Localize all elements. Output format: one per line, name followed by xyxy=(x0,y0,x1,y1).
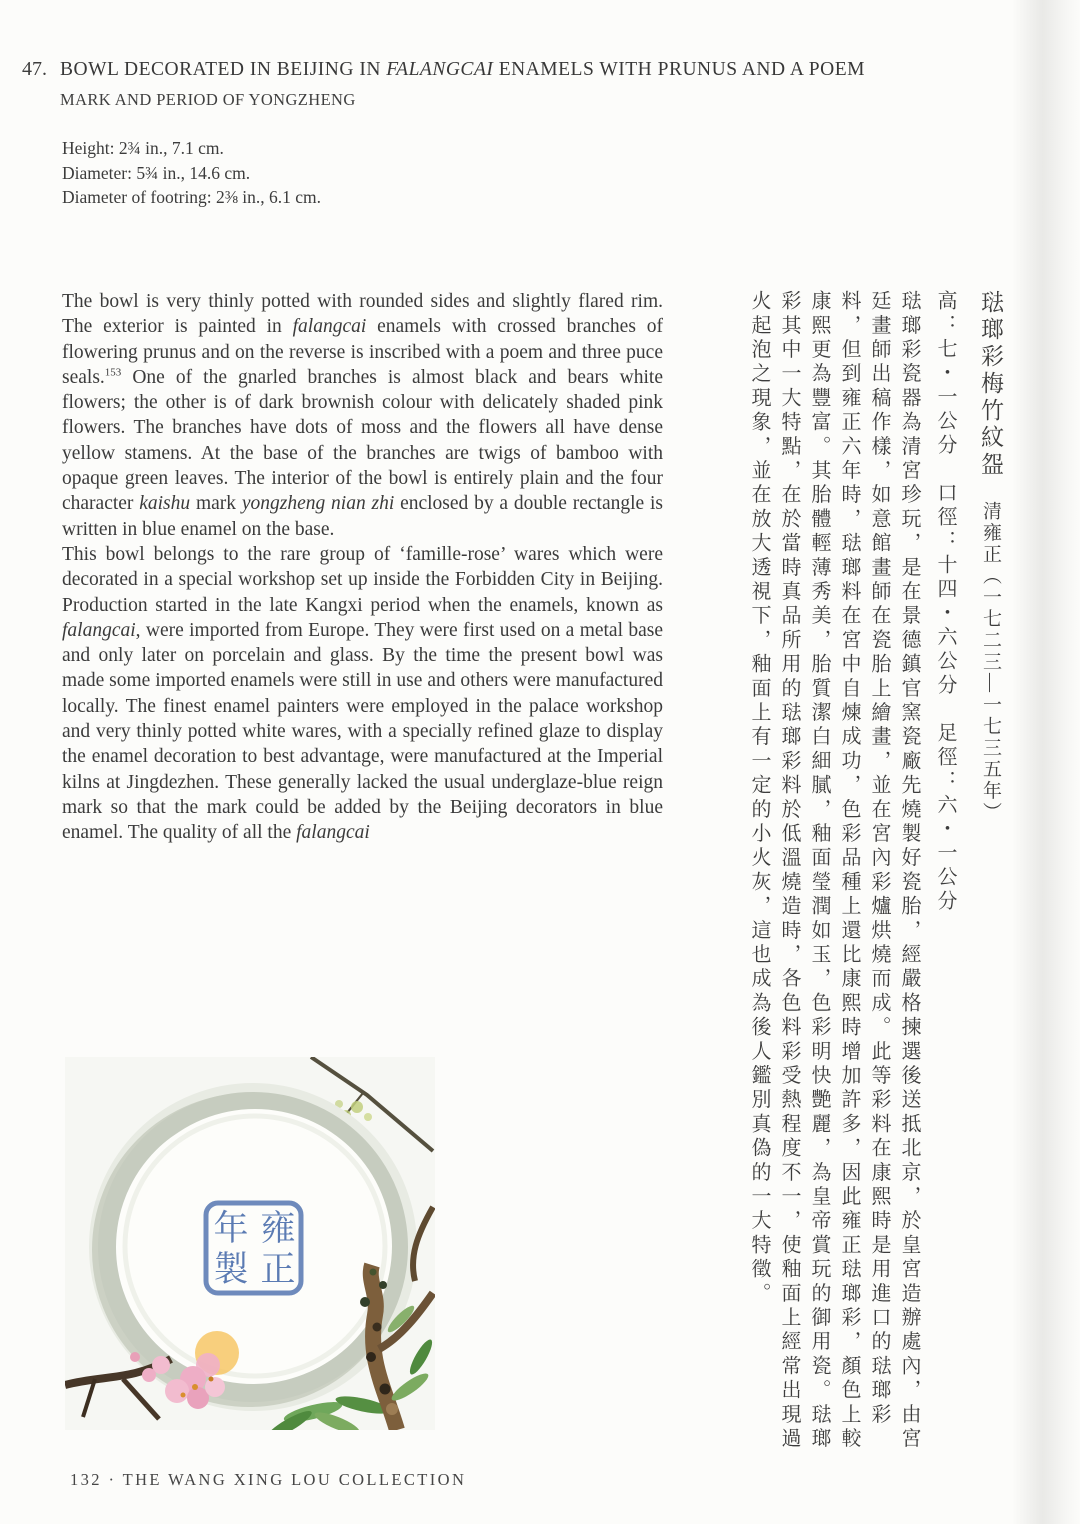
seal-char-zheng: 正 xyxy=(260,1250,296,1289)
measurement-footring: Diameter of footring: 2⅜ in., 6.1 cm. xyxy=(62,187,322,207)
chinese-body-text: 琺瑯彩瓷器為清宮珍玩，是在景德鎮官窯瓷廠先燒製好瓷胎，經嚴格揀選後送抵北京，於皇宮造辦處內，由宮廷畫師出稿作樣，如意館畫師在瓷胎上繪畫，並在宮內彩爐烘燒而成。此等彩料在康熙時是用進口的琺瑯彩料，但到雍正六年時，琺瑯料在宮中自煉成功，色彩品種上還比康熙時增加許多，因此雍正琺瑯彩，顏色上較康熙更為豐富。其胎體輕薄秀美，胎質潔白細膩，釉面瑩潤如玉，色彩明快艷麗，為皇帝賞玩的御用瓷。琺瑯彩其中一大特點，在於當時真品所用的琺瑯彩料於低溫燒造時，各色料彩受熱程度不一，使釉面上經常出現過火起泡之現象，並在放大透視下，釉面上有一定的小火灰，這也成為後人鑑別真偽的一大特徵。 xyxy=(748,290,920,1452)
seal-char-zhi: 製 xyxy=(213,1250,249,1289)
description-paragraph-1: The bowl is very thinly potted with rounded sides and slightly flared rim. The exterior is painted in falangcai enamels with crossed branches of flowering prunus and on the reverse is inscribed with a poem and three puce seals.$^{153}$ One of the gnarled branches is almost black and bears white flowers; the other is of dark brownish colour with delicately shaded pink flowers. The branches have dots of moss and the flowers all have dense yellow stamens. At the base of the branches are twigs of bamboo with opaque green leaves. The interior of the bowl is entirely plain and the four character kaishu mark yongzheng nian zhi enclosed by a double rectangle is written in blue enamel on the base. xyxy=(62,291,663,540)
bowl-footring xyxy=(94,1088,412,1406)
bowl-base-photo xyxy=(65,1057,435,1430)
chinese-title: 琺瑯彩梅竹紋盌 xyxy=(978,290,1003,479)
chinese-title-column xyxy=(970,290,1010,1465)
seal-char-nian: 年 xyxy=(213,1209,249,1248)
entry-subtitle: MARK AND PERIOD OF YONGZHENG xyxy=(60,90,356,109)
description-paragraph-2: This bowl belongs to the rare group of ‘famille-rose’ wares which were decorated in a special workshop set up inside the Forbidden City in Beijing. Production started in the late Kangxi period when the enamels, known as falangcai, were imported from Europe. They were first used on a metal base and only later on porcelain and glass. By the time the present bowl was made some imported enamels were still in use and others were manufactured locally. The finest enamel painters were employed in the palace workshop and very thinly potted white wares, with a specially refined glaze to display the enamel decoration to best advantage, were manufactured at the Imperial kilns at Jingdezhen. These generally lacked the usual underglaze-blue reign mark so that the mark could be added by the Beijing decorators in blue enamel. The quality of all the falangcai xyxy=(62,543,663,844)
page-edge-shadow xyxy=(1012,0,1080,1524)
measurement-diameter: Diameter: 5¾ in., 14.6 cm. xyxy=(62,162,251,183)
measurement-height: Height: 2¾ in., 7.1 cm. xyxy=(62,138,224,158)
measurements xyxy=(62,136,321,210)
chinese-text-block xyxy=(744,290,1010,1465)
chinese-dimensions-column: 高：七・一公分 口徑：十四・六公分 足徑：六・一公分 xyxy=(934,290,956,914)
seal-char-yong: 雍 xyxy=(260,1209,296,1248)
entry-header xyxy=(22,58,962,110)
chinese-period: 清雍正（一七二三—一七三五年） xyxy=(980,501,1001,824)
page-footer: 132 · THE WANG XING LOU COLLECTION xyxy=(70,1470,467,1489)
item-number: 47. xyxy=(22,58,47,80)
entry-title: BOWL DECORATED IN BEIJING IN FALANGCAI ENAMELS WITH PRUNUS AND A POEM xyxy=(60,59,865,80)
description-text xyxy=(62,289,663,846)
